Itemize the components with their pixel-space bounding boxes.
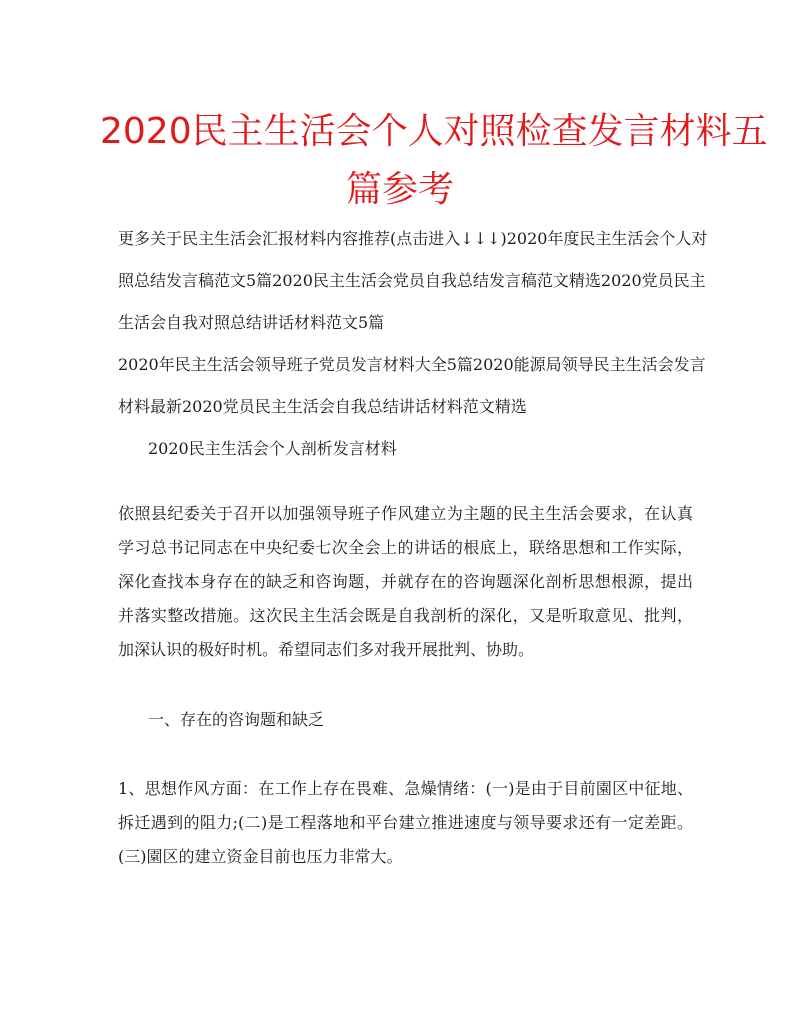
related-links-line-3[interactable]: 生活会自我对照总结讲话材料范文5篇 <box>118 313 385 332</box>
section-subtitle: 2020民主生活会个人剖析发言材料 <box>148 439 397 458</box>
related-links-line-1[interactable]: 更多关于民主生活会汇报材料内容推荐(点击进入↓↓↓)2020年度民主生活会个人对 <box>118 229 708 248</box>
related-links-line-4[interactable]: 2020年民主生活会领导班子党员发言材料大全5篇2020能源局领导民主生活会发言 <box>118 355 706 374</box>
related-links-line-5[interactable]: 材料最新2020党员民主生活会自我总结讲话材料范文精选 <box>118 397 527 416</box>
section-heading: 一、存在的咨询题和缺乏 <box>148 710 325 729</box>
intro-paragraph: 依照县纪委关于召开以加强领导班子作风建立为主题的民主生活会要求，在认真学习总书记同志在中央纪委七次全会上的讲话的根底上，联络思想和工作实际，深化查找本身存在的缺乏和咨询题，并就存在的咨询题深化剖析思想根源，提出并落实整改措施。这次民主生活会既是自我剖析的深化，又是听取意见、批判，加深认识的极好时机。希望同志们多对我开展批判、协助。 <box>118 504 693 659</box>
document-title-line-2: 篇参考 <box>345 169 454 210</box>
document-title-line-1: 2020民主生活会个人对照检查发言材料五 <box>100 111 768 152</box>
item-1-paragraph: 1、思想作风方面：在工作上存在畏难、急燥情绪：(一)是由于目前園区中征地、拆迁遇到的阻力;(二)是工程落地和平台建立推进速度与领导要求还有一定差距。(三)園区的建立资金目前也压力非常大。 <box>118 779 693 866</box>
related-links-line-2[interactable]: 照总结发言稿范文5篇2020民主生活会党员自我总结发言稿范文精选2020党员民主 <box>118 271 706 290</box>
